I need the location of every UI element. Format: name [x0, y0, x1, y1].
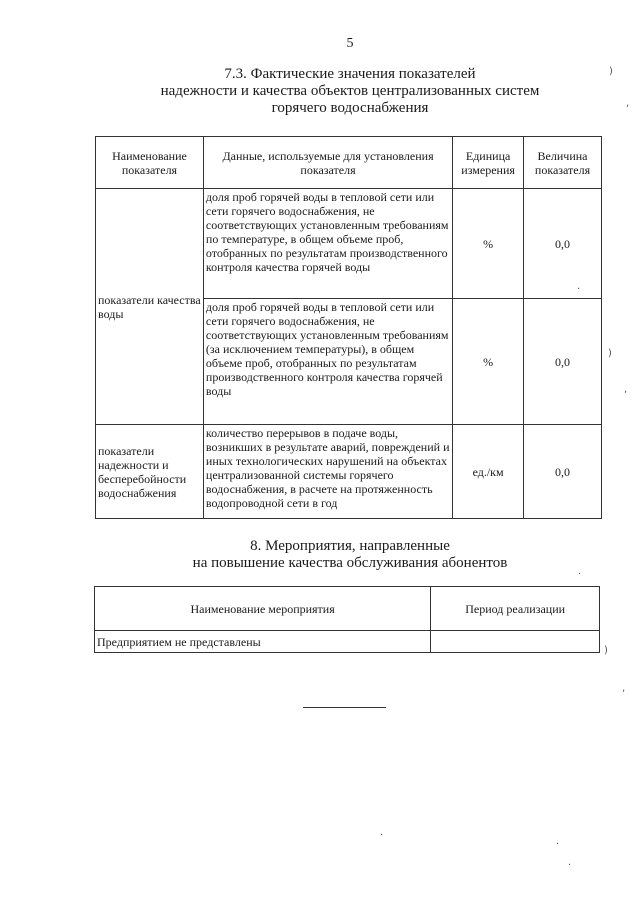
indicators-table	[95, 136, 602, 519]
table-row	[95, 631, 600, 653]
unit-cell: %	[453, 189, 524, 299]
measures-table	[94, 586, 600, 653]
table-row	[96, 189, 602, 299]
scan-speck: ,	[622, 683, 626, 694]
group-name-reliability: показатели надежности и бесперебойности водоснабжения	[96, 425, 204, 519]
header-measure-name: Наименование мероприятия	[95, 587, 431, 631]
section-8-title	[0, 538, 640, 572]
section-7-title-line: горячего водоснабжения	[271, 100, 429, 116]
unit-cell: %	[453, 299, 524, 425]
section-7-title-line: надежности и качества объектов централизованных систем	[160, 83, 540, 99]
indicator-data-cell: доля проб горячей воды в тепловой сети или сети горячего водоснабжения, не соответствующих установленным требованиям (за исключением температуры), в общем объеме проб, отобранных по результатам производственного контроля качества горячей воды	[203, 299, 452, 425]
header-unit: Единица измерения	[453, 137, 524, 189]
value-cell: 0,0	[524, 425, 602, 519]
section-7-title-line: 7.3. Фактические значения показателей	[224, 66, 476, 82]
measures-header-row	[95, 587, 600, 631]
closing-rule	[303, 707, 386, 708]
measure-name-cell: Предприятием не представлены	[95, 631, 431, 653]
header-value: Величина показателя	[524, 137, 602, 189]
scan-speck: )	[609, 66, 613, 77]
page-number: 5	[346, 36, 354, 51]
section-7-title	[0, 66, 640, 117]
scan-speck: .	[578, 566, 582, 577]
indicator-data-cell: количество перерывов в подаче воды, возникших в результате аварий, повреждений и иных технологических нарушений на объектах централизованной системы горячего водоснабжения, в расчете на протяженность водопроводной сети в год	[203, 425, 452, 519]
period-cell	[431, 631, 600, 653]
scan-speck: .	[577, 281, 581, 292]
scan-speck: .	[380, 827, 384, 838]
unit-cell: ед./км	[453, 425, 524, 519]
scan-speck: ,	[626, 98, 630, 109]
header-period: Период реализации	[431, 587, 600, 631]
scan-speck: ,	[624, 384, 628, 395]
scan-speck: ·	[568, 860, 572, 871]
table-row	[96, 425, 602, 519]
header-indicator-data: Данные, используемые для установления показателя	[203, 137, 452, 189]
value-cell: 0,0	[524, 299, 602, 425]
scan-speck: )	[604, 645, 608, 656]
indicators-header-row	[96, 137, 602, 189]
scan-speck: .	[556, 836, 560, 847]
scan-speck: )	[608, 348, 612, 359]
section-8-title-line: 8. Мероприятия, направленные	[250, 538, 450, 554]
group-name-water-quality: показатели качества воды	[96, 189, 204, 425]
indicator-data-cell: доля проб горячей воды в тепловой сети или сети горячего водоснабжения, не соответствующих установленным требованиям по температуре, в общем объеме проб, отобранных по результатам производственного контроля качества горячей воды	[203, 189, 452, 299]
section-8-title-line: на повышение качества обслуживания абонентов	[192, 555, 508, 571]
value-cell: 0,0	[524, 189, 602, 299]
header-indicator-name: Наименование показателя	[96, 137, 204, 189]
